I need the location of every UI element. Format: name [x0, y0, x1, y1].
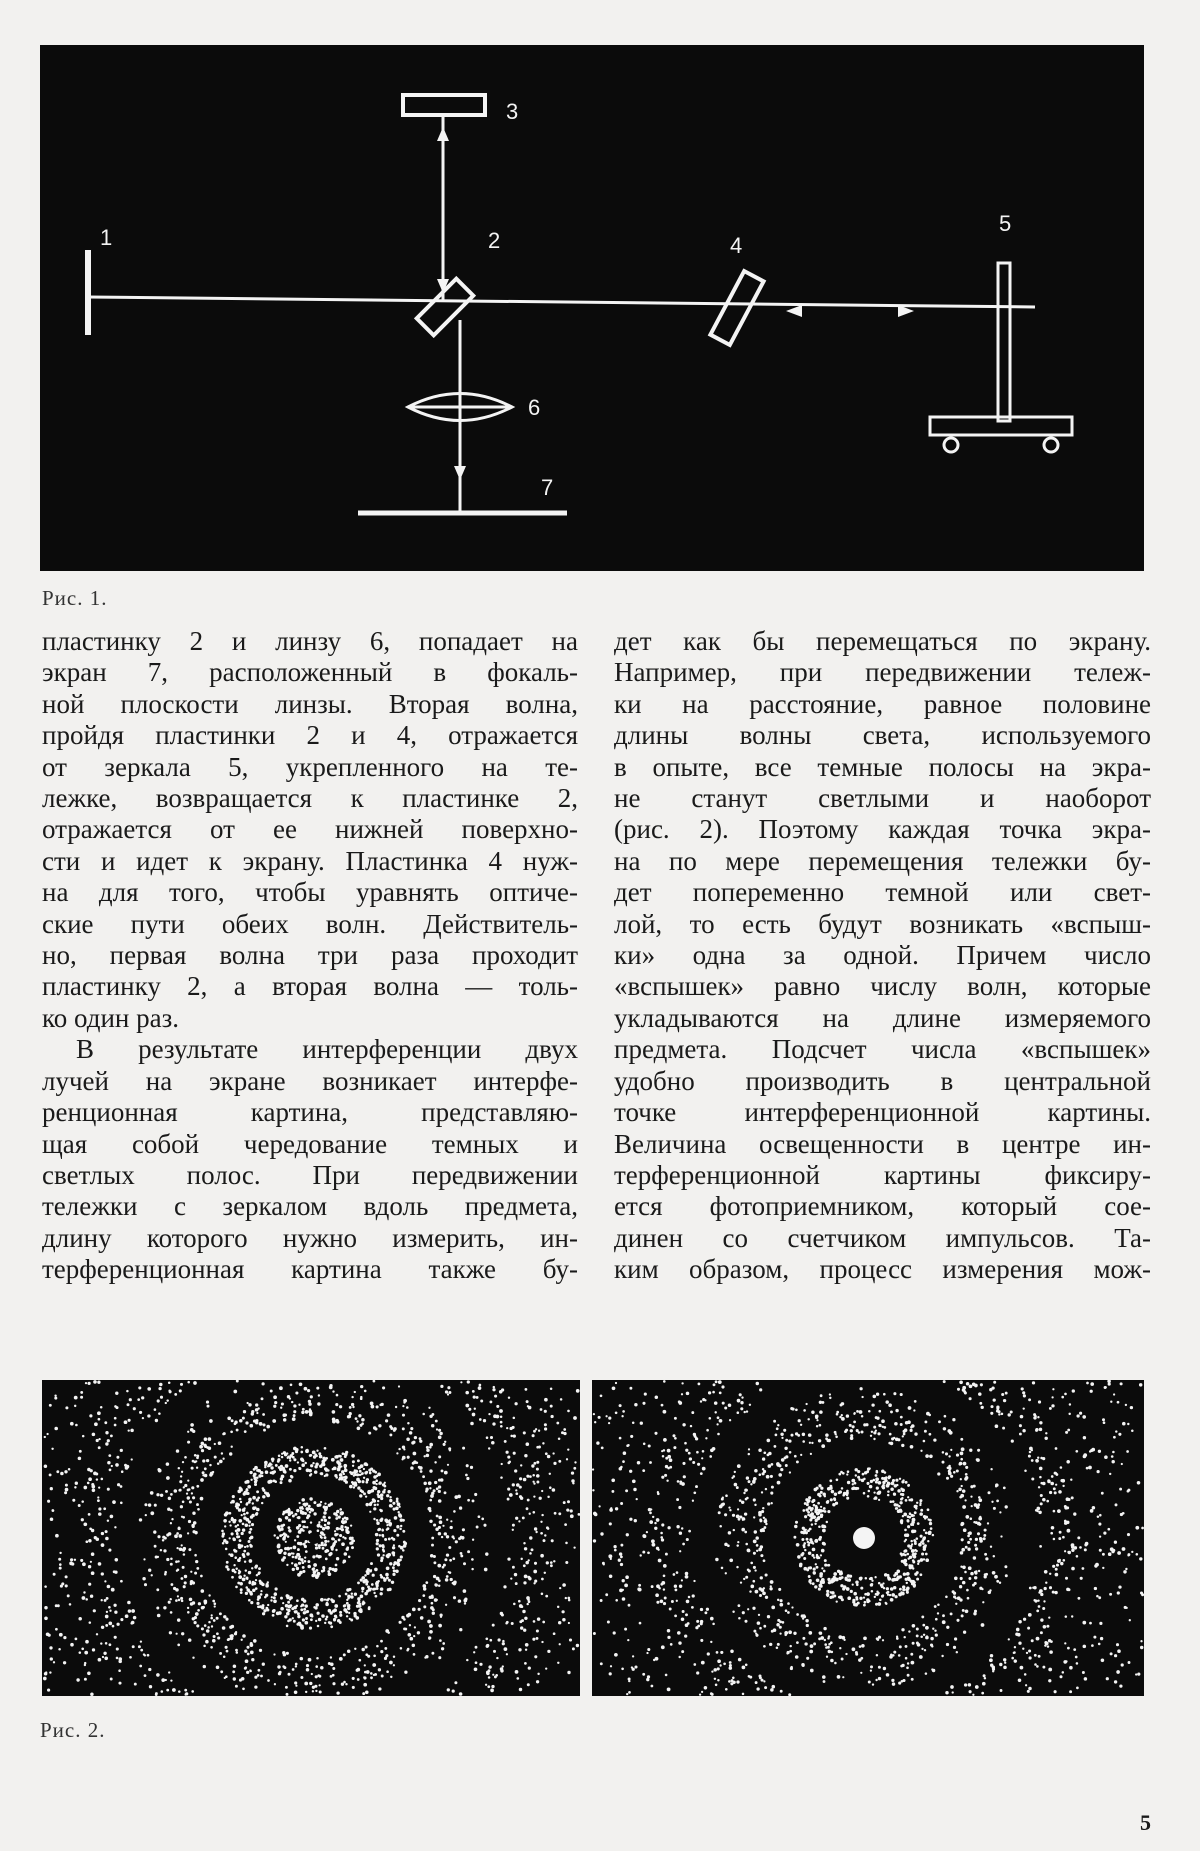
text-line: Например, при передвижении тележ- [614, 657, 1151, 688]
text-line: укладываются на длине измеряемого [614, 1002, 1151, 1033]
text-line: экран 7, расположенный в фокаль- [42, 657, 578, 688]
text-line: отражается от ее нижней поверхно- [42, 814, 578, 845]
text-line: ки на расстояние, равное половине [614, 688, 1151, 719]
text-line: тележки с зеркалом вдоль предмета, [42, 1191, 578, 1222]
text-line: ские пути обеих волн. Действитель- [42, 908, 578, 939]
pattern-center-spot [853, 1527, 875, 1549]
text-line: (рис. 2). Поэтому каждая точка экра- [614, 814, 1151, 845]
figure-2-pattern-bright-center [592, 1380, 1144, 1696]
label-7: 7 [541, 475, 554, 500]
text-column-left [42, 626, 578, 1286]
text-line: лучей на экране возникает интерфе- [42, 1065, 578, 1096]
text-line: ется фотоприемником, который сое- [614, 1191, 1151, 1222]
text-line: дет попеременно темной или свет- [614, 877, 1151, 908]
text-line: терференционной картины фиксиру- [614, 1159, 1151, 1190]
text-line: предмета. Подсчет числа «вспышек» [614, 1034, 1151, 1065]
text-line: лежке, возвращается к пластинке 2, [42, 783, 578, 814]
text-line: ной плоскости линзы. Вторая волна, [42, 688, 578, 719]
text-line: удобно производить в центральной [614, 1065, 1151, 1096]
paragraph [614, 626, 1151, 1286]
figure-2-pattern-dark-center [42, 1380, 580, 1696]
text-line: В результате интерференции двух [76, 1034, 578, 1065]
text-line: пройдя пластинки 2 и 4, отражается [42, 720, 578, 751]
text-line: «вспышек» равно числу волн, которые [614, 971, 1151, 1002]
text-line: ко один раз. [42, 1002, 180, 1033]
text-line: щая собой чередование темных и [42, 1128, 578, 1159]
text-line: но, первая волна три раза проходит [42, 940, 578, 971]
figure-2-caption: Рис. 2. [40, 1718, 106, 1742]
text-line: пластинку 2, а вторая волна — толь- [42, 971, 578, 1002]
text-line: не станут светлыми и наоборот [614, 783, 1151, 814]
text-line: от зеркала 5, укрепленного на те- [42, 751, 578, 782]
text-line: длины волны света, используемого [614, 720, 1151, 751]
figure-1-background [40, 45, 1144, 571]
text-line: пластинку 2 и линзу 6, попадает на [42, 626, 578, 656]
text-line: точке интерференционной картины. [614, 1097, 1151, 1128]
label-5: 5 [999, 211, 1012, 236]
text-line: в опыте, все темные полосы на экра- [614, 751, 1151, 782]
text-line: лой, то есть будут возникать «вспыш- [614, 908, 1151, 939]
text-line: дет как бы перемещаться по экрану. [614, 626, 1151, 656]
text-line: ки» одна за одной. Причем число [614, 940, 1151, 971]
text-line: на по мере перемещения тележки бу- [614, 845, 1151, 876]
text-line: динен со счетчиком импульсов. Та- [614, 1222, 1151, 1253]
label-3: 3 [506, 99, 519, 124]
paragraph [42, 1034, 578, 1285]
text-line: ким образом, процесс измерения мож- [614, 1254, 1151, 1285]
text-line: светлых полос. При передвижении [42, 1159, 578, 1190]
text-line: сти и идет к экрану. Пластинка 4 нуж- [42, 845, 578, 876]
label-1: 1 [100, 225, 113, 250]
text-line: на для того, чтобы уравнять оптиче- [42, 877, 578, 908]
page-number: 5 [1140, 1810, 1151, 1835]
figure-1-caption: Рис. 1. [42, 586, 108, 610]
label-2: 2 [488, 228, 501, 253]
text-line: длину которого нужно измерить, ин- [42, 1222, 578, 1253]
paragraph [42, 626, 578, 1034]
figure-1-interferometer-diagram [40, 45, 1144, 571]
text-column-right [614, 626, 1151, 1286]
label-4: 4 [730, 233, 743, 258]
text-line: терференционная картина также бу- [42, 1254, 578, 1285]
label-6: 6 [528, 395, 541, 420]
pattern-center-spot [308, 1532, 320, 1544]
text-line: Величина освещенности в центре ин- [614, 1128, 1151, 1159]
text-line: ренционная картина, представляю- [42, 1097, 578, 1128]
